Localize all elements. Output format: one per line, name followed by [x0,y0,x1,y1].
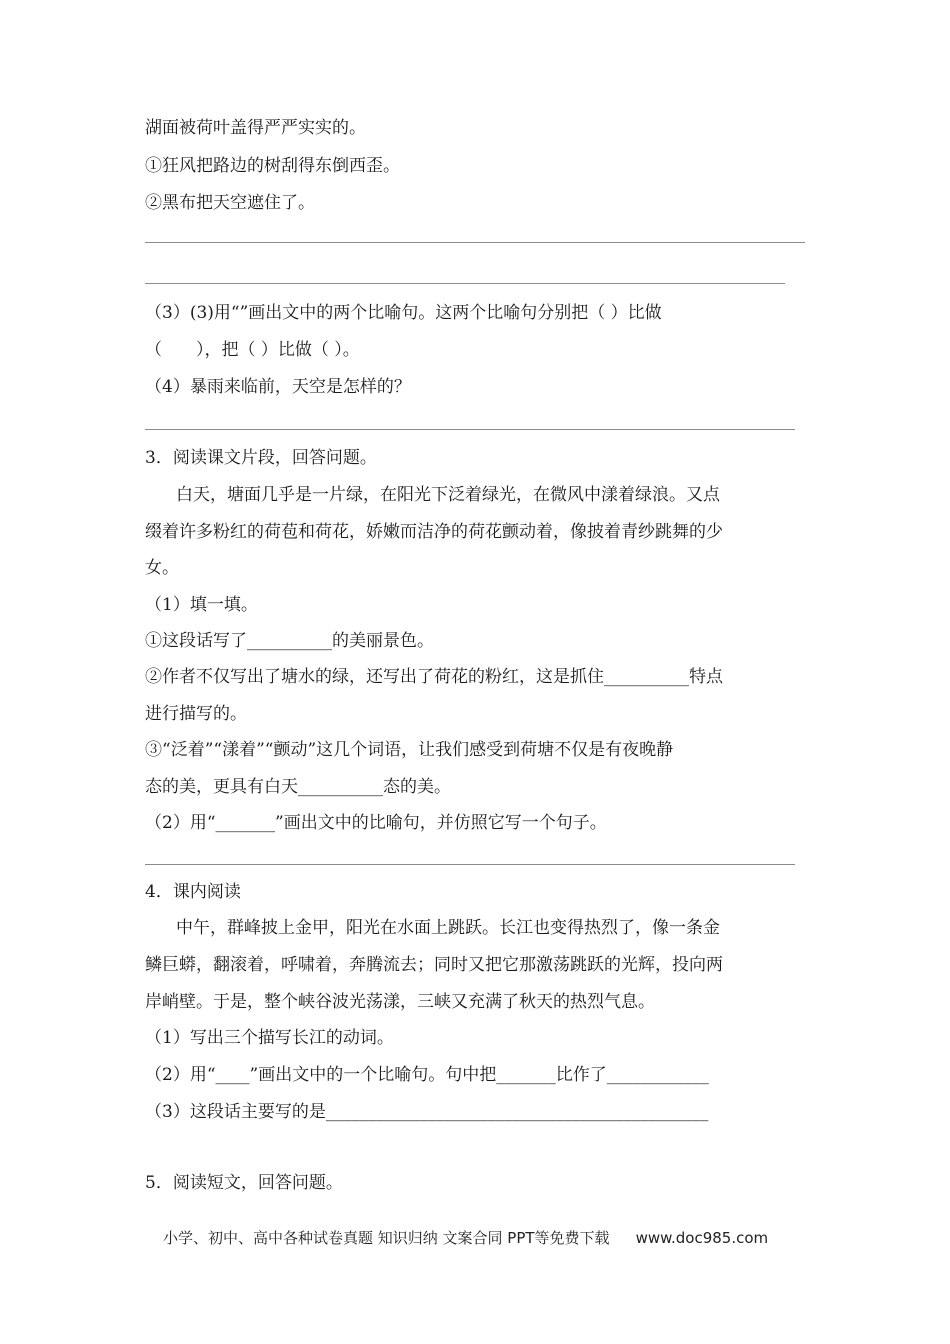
line-20: 鳞巨蟒，翻滚着，呼啸着，奔腾流去；同时又把它那激荡跳跃的光辉，投向两 [145,955,723,975]
footer-text: 小学、初中、高中各种试卷真题 知识归纳 文案合同 PPT等免费下载 [163,1229,610,1247]
line-16: 态的美，更具有白天__________态的美。 [145,777,451,797]
line-19: 中午，群峰披上金甲，阳光在水面上跳跃。长江也变得热烈了，像一条金 [176,918,720,938]
line-2: ①狂风把路边的树刮得东倒西歪。 [145,156,400,176]
line-7: 3．阅读课文片段，回答问题。 [145,448,377,468]
line-11: （1）填一填。 [145,595,258,615]
line-15: ③“泛着”“漾着”“颤动”这几个词语，让我们感受到荷塘不仅是有夜晚静 [145,740,674,760]
line-12: ①这段话写了__________的美丽景色。 [145,631,434,651]
line-18: 4．课内阅读 [145,882,241,902]
line-6: （4）暴雨来临前，天空是怎样的？ [145,377,411,397]
line-24: （3）这段话主要写的是_____________________________________________ [145,1102,709,1122]
line-10: 女。 [145,558,179,578]
line-1: 湖面被荷叶盖得严严实实的。 [145,118,366,138]
footer [163,1227,768,1248]
line-22: （1）写出三个描写长江的动词。 [145,1028,394,1048]
line-4: （3）(3)用“”画出文中的两个比喻句。这两个比喻句分别把（ ）比做 [145,303,662,323]
line-3: ②黑布把天空遮住了。 [145,193,315,213]
answer-line-1 [145,242,805,243]
line-13: ②作者不仅写出了塘水的绿，还写出了荷花的粉红，这是抓住__________特点 [145,667,723,687]
line-9: 缀着许多粉红的荷苞和荷花，娇嫩而洁净的荷花颤动着，像披着青纱跳舞的少 [145,522,723,542]
line-17: （2）用“_______”画出文中的比喻句，并仿照它写一个句子。 [145,813,607,833]
line-23: （2）用“____”画出文中的一个比喻句。句中把_______比作了____________ [145,1065,709,1085]
line-8: 白天，塘面几乎是一片绿，在阳光下泛着绿光，在微风中漾着绿浪。又点 [176,485,720,505]
answer-line-4 [145,864,795,865]
answer-line-3 [145,429,795,430]
line-5: （ ），把（ ）比做（ ）。 [145,340,360,360]
answer-line-2 [145,283,785,284]
line-14: 进行描写的。 [145,704,247,724]
footer-url[interactable]: www.doc985.com [635,1229,769,1247]
line-25: 5．阅读短文，回答问题。 [145,1173,343,1193]
line-21: 岸峭壁。于是，整个峡谷波光荡漾，三峡又充满了秋天的热烈气息。 [145,992,655,1012]
